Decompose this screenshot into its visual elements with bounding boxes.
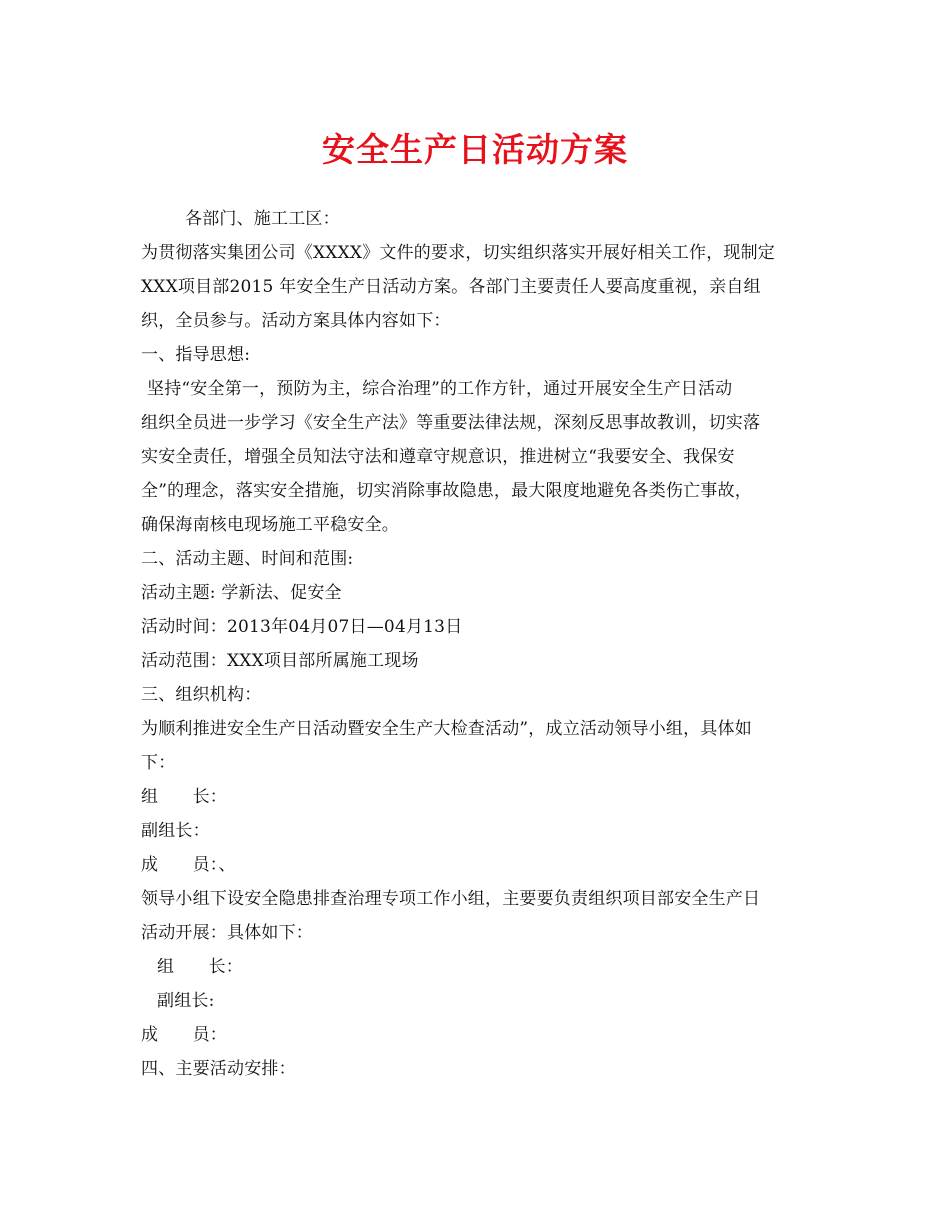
members-field: 成 员：、 bbox=[141, 855, 236, 875]
salutation: 各部门、施工工区： bbox=[185, 209, 340, 229]
section-heading: 四、主要活动安排： bbox=[141, 1059, 296, 1079]
deputy-leader-field: 副组长： bbox=[141, 821, 210, 841]
leader-field: 组 长： bbox=[141, 787, 227, 807]
paragraph-line: 确保海南核电现场施工平稳安全。 bbox=[141, 515, 399, 535]
section-heading: 二、活动主题、时间和范围: bbox=[141, 549, 354, 569]
paragraph-line: 下： bbox=[141, 753, 176, 773]
subgroup-deputy-field: 副组长: bbox=[157, 991, 215, 1011]
subgroup-members-field: 成 员： bbox=[141, 1025, 227, 1045]
paragraph-line: XXX项目部2015 年安全生产日活动方案。各部门主要责任人要高度重视，亲自组 bbox=[141, 277, 761, 297]
activity-scope: 活动范围：XXX项目部所属施工现场 bbox=[141, 651, 419, 671]
paragraph-line: 全”的理念，落实安全措施，切实消除事故隐患，最大限度地避免各类伤亡事故， bbox=[141, 481, 752, 501]
document-body bbox=[141, 202, 821, 1086]
activity-theme: 活动主题: 学新法、促安全 bbox=[141, 583, 342, 603]
document-title: 安全生产日活动方案 bbox=[322, 130, 628, 169]
paragraph-line: 为顺利推进安全生产日活动暨安全生产大检查活动”，成立活动领导小组，具体如 bbox=[141, 719, 752, 739]
subgroup-leader-field: 组 长： bbox=[157, 957, 243, 977]
section-heading: 一、指导思想: bbox=[141, 345, 251, 365]
paragraph-line: 实安全责任，增强全员知法守法和遵章守规意识，推进树立“我要安全、我保安 bbox=[141, 447, 735, 467]
paragraph-line: 活动开展：具体如下： bbox=[141, 923, 313, 943]
paragraph-line: 坚持“安全第一，预防为主，综合治理”的工作方针，通过开展安全生产日活动 bbox=[147, 379, 733, 399]
paragraph-line: 织，全员参与。活动方案具体内容如下： bbox=[141, 311, 451, 331]
activity-time: 活动时间：2013年04月07日—04月13日 bbox=[141, 617, 463, 637]
paragraph-line: 为贯彻落实集团公司《XXXX》文件的要求，切实组织落实开展好相关工作，现制定 bbox=[141, 243, 776, 263]
paragraph-line: 组织全员进一步学习《安全生产法》等重要法律法规，深刻反思事故教训，切实落 bbox=[141, 413, 761, 433]
section-heading: 三、组织机构： bbox=[141, 685, 262, 705]
paragraph-line: 领导小组下设安全隐患排查治理专项工作小组，主要要负责组织项目部安全生产日 bbox=[141, 889, 761, 909]
